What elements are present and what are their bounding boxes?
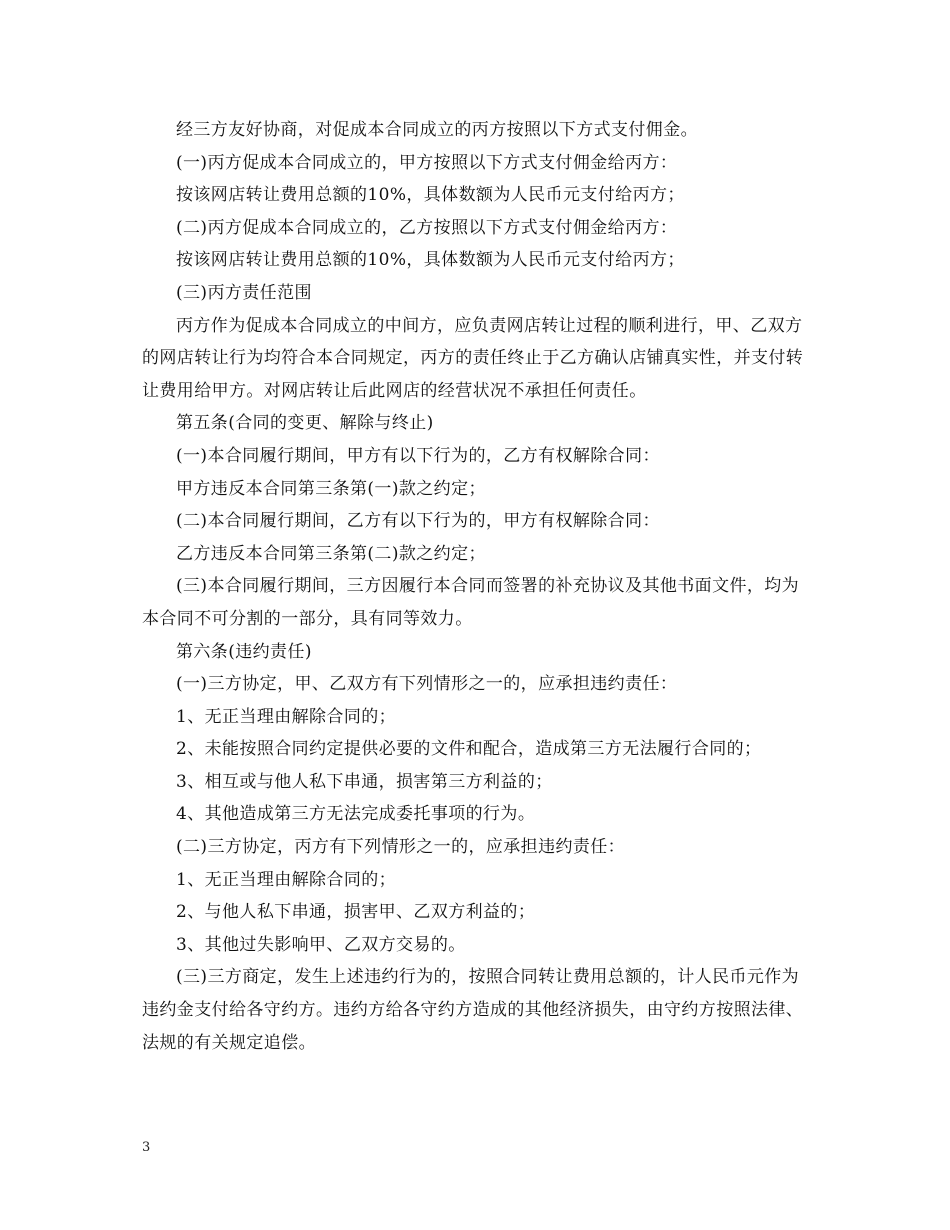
list-item: 1、无正当理由解除合同的；	[176, 869, 397, 890]
paragraph-clause-2: (二)丙方促成本合同成立的，乙方按照以下方式支付佣金给丙方：	[176, 217, 678, 238]
list-item: 2、未能按照合同约定提供必要的文件和配合，造成第三方无法履行合同的；	[176, 739, 762, 760]
paragraph-article-5-1-detail: 甲方违反本合同第三条第(一)款之约定；	[176, 478, 486, 499]
paragraph-commission-intro: 经三方友好协商，对促成本合同成立的丙方按照以下方式支付佣金。	[176, 120, 698, 140]
paragraph-clause-1-detail: 按该网店转让费用总额的10%，具体数额为人民币元支付给丙方；	[176, 185, 685, 206]
list-item: 2、与他人私下串通，损害甲、乙双方利益的；	[176, 902, 536, 923]
paragraph-article-6-1: (一)三方协定，甲、乙双方有下列情形之一的，应承担违约责任：	[176, 674, 678, 695]
list-item: 1、无正当理由解除合同的；	[176, 706, 397, 727]
paragraph-article-5-2-detail: 乙方违反本合同第三条第(二)款之约定；	[176, 543, 486, 564]
article-5-heading: 第五条(合同的变更、解除与终止)	[176, 413, 434, 434]
paragraph-clause-3-title: (三)丙方责任范围	[176, 282, 312, 303]
list-item: 3、相互或与他人私下串通，损害第三方利益的；	[176, 771, 553, 792]
document-body	[142, 114, 814, 1059]
list-item: 4、其他造成第三方无法完成委托事项的行为。	[176, 804, 536, 825]
paragraph-clause-1: (一)丙方促成本合同成立的，甲方按照以下方式支付佣金给丙方：	[176, 152, 678, 173]
paragraph-clause-3-detail: 丙方作为促成本合同成立的中间方，应负责网店转让过程的顺利进行，甲、乙双方的网店转让行为均符合本合同规定，丙方的责任终止于乙方确认店铺真实性，并支付转让费用给甲方。对网店转让后此网店的经营状况不承担任何责任。	[142, 315, 804, 401]
article-6-heading: 第六条(违约责任)	[176, 641, 312, 662]
list-item: 3、其他过失影响甲、乙双方交易的。	[176, 934, 466, 955]
page-number: 3	[142, 1140, 151, 1155]
paragraph-article-6-2: (二)三方协定，丙方有下列情形之一的，应承担违约责任：	[176, 837, 626, 858]
paragraph-article-6-3: (三)三方商定，发生上述违约行为的，按照合同转让费用总额的，计人民币元作为违约金支付给各守约方。违约方给各守约方造成的其他经济损失，由守约方按照法律、法规的有关规定追偿。	[142, 967, 804, 1053]
paragraph-clause-2-detail: 按该网店转让费用总额的10%，具体数额为人民币元支付给丙方；	[176, 250, 685, 271]
paragraph-article-5-3: (三)本合同履行期间，三方因履行本合同而签署的补充协议及其他书面文件，均为本合同不可分割的一部分，具有同等效力。	[142, 576, 800, 629]
paragraph-article-5-2: (二)本合同履行期间，乙方有以下行为的，甲方有权解除合同：	[176, 511, 660, 532]
paragraph-article-5-1: (一)本合同履行期间，甲方有以下行为的，乙方有权解除合同：	[176, 445, 660, 466]
